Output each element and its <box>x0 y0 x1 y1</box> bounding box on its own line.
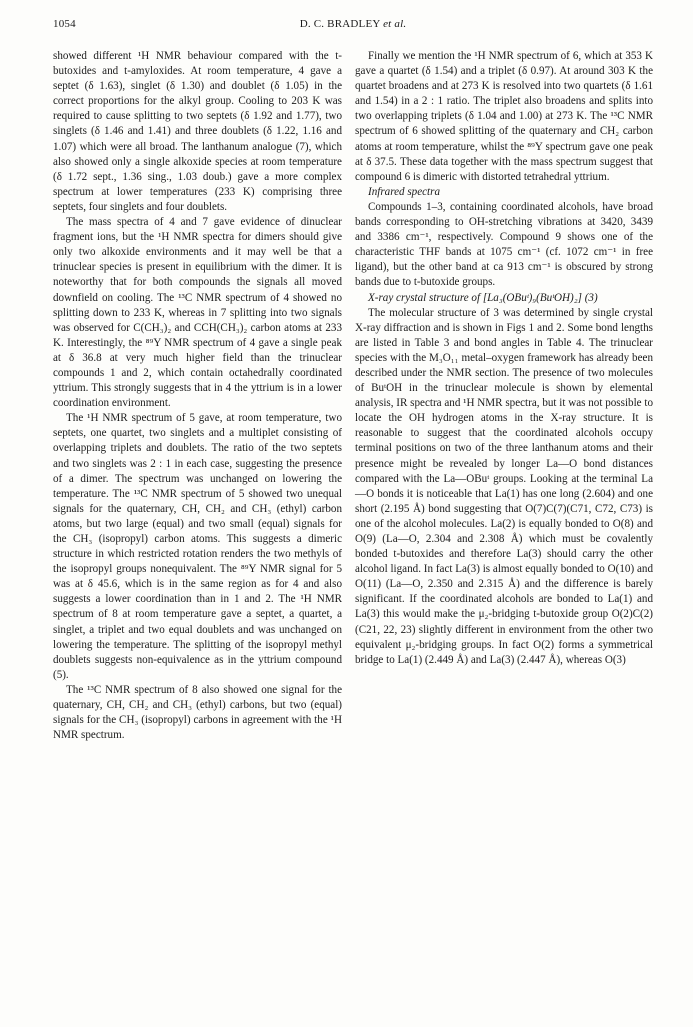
running-head-author: D. C. BRADLEY <box>299 18 381 30</box>
section-heading-infrared: Infrared spectra <box>368 185 440 198</box>
left-paragraph-1: showed different ¹H NMR behaviour compared with the t-butoxides and t-amyloxides. At room temperature, 4 gave a septet (δ 1.63), singlet (δ 1.30) and doublet (δ 1.05) in the correct proportions for the alkyl group. Cooling to 203 K was required to cause splitting to two septets (δ 1.92 and 1.77), two singlets (δ 1.46 and 1.41) and three doublets (δ 1.22, 1.16 and 1.07) which were all broad. The lanthanum analogue (7), which also showed only a single alkoxide species at room temperature (δ 1.72 sept., 1.36 sing., 1.03 doub.) gave a more complex spectrum at lower temperatures (233 K) comprising three septets, four singlets and four doublets. <box>53 50 342 213</box>
left-paragraph-4: The ¹³C NMR spectrum of 8 also showed one signal for the quaternary, CH, CH₂ and CH₃ (ethyl) carbons, but two (equal) signals for the CH₃ (isopropyl) carbons in agreement with the ¹H NMR spectrum. <box>53 683 342 742</box>
left-paragraph-3: The ¹H NMR spectrum of 5 gave, at room temperature, two septets, one quartet, two singlets and a multiplet consisting of overlapping triplets and doublets. The ratio of the two septets and two singlets was 2 : 1 in each case, suggesting the presence of a dimer. The spectrum was unchanged on lowering the temperature. The ¹³C NMR spectrum of 5 showed two unequal signals for the quaternary, CH, CH₂ and CH₃ (ethyl) carbon atoms, but two large (equal) and two small (equal) signals for the CH₃ (isopropyl) carbon atoms. This suggests a dimeric structure in which restricted rotation renders the two methyls of the isopropyl groups nonequivalent. The ⁸⁹Y NMR signal for 5 was at δ 45.6, which is in the same region as for 4 and also suggests a lower coordination than in 1 and 2. The ¹H NMR spectrum of 8 at room temperature gave a septet, a quartet, a singlet, a triplet and two equal doublets and was unchanged on lowering the temperature. The splitting of the isopropyl methyl doublets suggests non-equivalence as in the yttrium compound (5). <box>53 412 342 681</box>
right-paragraph-3: The molecular structure of 3 was determined by single crystal X-ray diffraction and is shown in Figs 1 and 2. Some bond lengths are listed in Table 3 and bond angles in Table 4. The trinuclear species with the M₃O₁₁ metal–oxygen framework has already been described under the NMR section. The presence of two molecules of BuᵗOH in the trinuclear molecule is shown by elemental analysis, IR spectra and ¹H NMR spectra, but it was not possible to locate the OH hydrogen atoms in the X-ray structure. It is reasonable to suggest that the coordinated alcohols occupy terminal positions on two of the three lanthanum atoms and their presence might be revealed by longer La—O bond distances compared with the La—OBuᵗ groups. Looking at the terminal La—O bonds it is noticeable that La(1) has one long (2.604) and one short (2.195 Å) bond suggesting that O(7)C(7)(C71, C72, C73) is one of the alcohol molecules. La(2) is equally bonded to O(8) and O(9) (La—O, 2.304 and 2.308 Å) which must be covalently bonded t-butoxides and therefore La(3) should carry the other alcohol ligand. In fact La(3) is almost equally bonded to O(10) and O(11) (La—O, 2.350 and 2.315 Å) and the difference is barely significant. If the coordinated alcohols are bonded to La(1) and La(3) this would make the μ₂-bridging t-butoxide group O(2)C(2)(C21, 22, 23) slightly different in environment from the other two equivalent μ₂-bridging groups. In fact O(2) forms a symmetrical bridge to La(1) (2.449 Å) and La(3) (2.447 Å), whereas O(3) <box>355 306 653 666</box>
page-number: 1054 <box>53 18 76 30</box>
right-paragraph-2: Compounds 1–3, containing coordinated alcohols, have broad bands corresponding to OH-stretching vibrations at 3420, 3439 and 3386 cm⁻¹, respectively. Compound 9 shows one of the characteristic THF bands at 1075 cm⁻¹ (cf. 1072 cm⁻¹ in free ligand), but the other band at ca 913 cm⁻¹ is obscured by strong bands due to t-butoxide groups. <box>355 200 653 289</box>
section-heading-xray: X-ray crystal structure of [La₃(OBuᵗ)₉(BuᵗOH)₂] (3) <box>368 291 598 304</box>
left-column <box>53 49 342 743</box>
running-head <box>53 18 653 30</box>
left-paragraph-2: The mass spectra of 4 and 7 gave evidence of dinuclear fragment ions, but the ¹H NMR spectra for dimers should give only two alkoxide environments and it may well be that a trinuclear species is present in equilibrium with the dimer. It is noteworthy that for both compounds the signals all moved downfield on cooling. The ¹³C NMR spectrum of 4 showed no splitting down to 233 K, whereas in 7 splitting into two signals was observed for C(CH₃)₂ and CCH(CH₃)₂ carbon atoms at 233 K. Interestingly, the ⁸⁹Y NMR spectrum of 4 gave a single peak at δ 36.8 at very much higher field than the trinuclear compounds 1 and 2, which contain octahedrally coordinated yttrium. This strongly suggests that in 4 the yttrium is in a lower coordination environment. <box>53 216 342 410</box>
right-column <box>355 49 653 668</box>
running-head-et-al: et al. <box>383 18 407 30</box>
right-paragraph-1: Finally we mention the ¹H NMR spectrum of 6, which at 353 K gave a quartet (δ 1.54) and a triplet (δ 0.97). At around 303 K the quartet broadens and at 273 K is resolved into two quartets (δ 1.61 and 1.54) in a 2 : 1 ratio. The triplet also broadens and splits into two overlapping triplets (δ 1.04 and 1.00) at 273 K. The ¹³C NMR spectrum of 6 showed splitting of the quaternary and CH₂ carbon atoms at room temperature, whilst the ⁸⁹Y spectrum gave one peak at δ 37.5. These data together with the mass spectrum suggest that compound 6 is dimeric with distorted tetrahedral yttrium. <box>355 50 653 183</box>
page-header <box>53 18 653 34</box>
